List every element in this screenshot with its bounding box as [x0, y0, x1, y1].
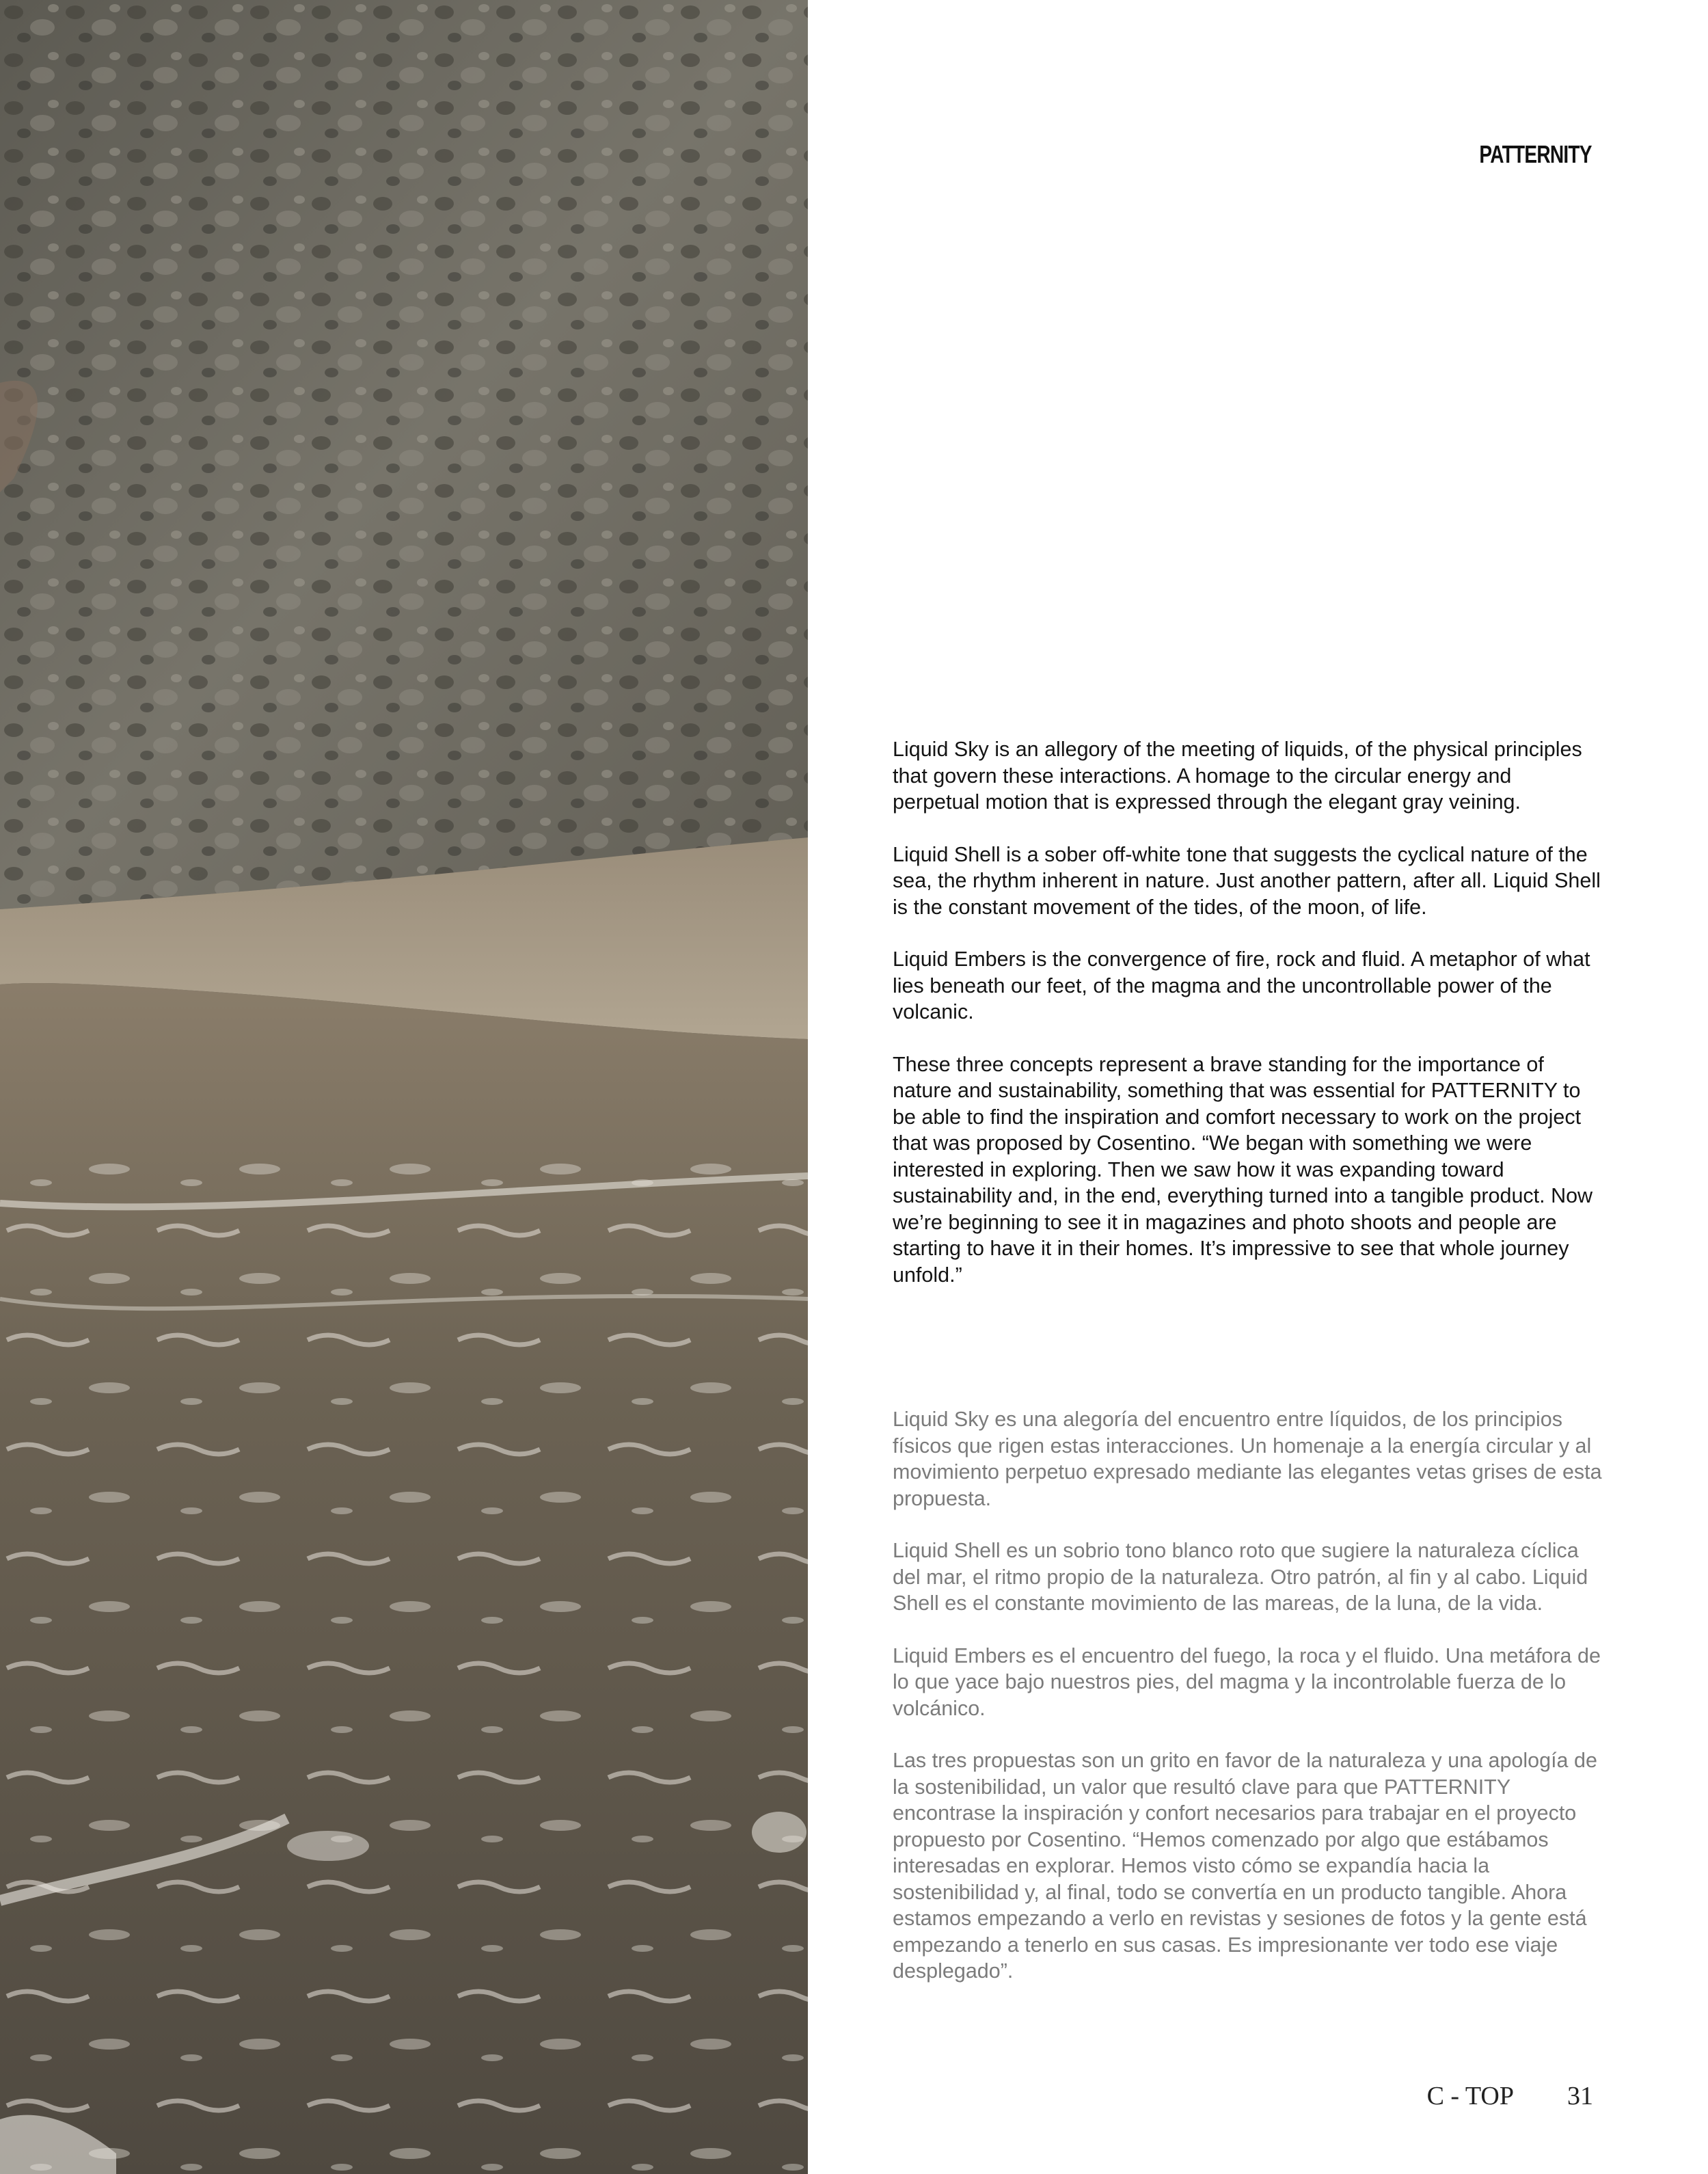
- page-footer: [1427, 2081, 1593, 2111]
- spanish-paragraph: Liquid Embers es el encuentro del fuego, la roca y el fluido. Una metáfora de lo que yace bajo nuestros pies, del magma y la incontrolable fuerza de lo volcánico.: [893, 1643, 1601, 1720]
- english-paragraph: Liquid Sky is an allegory of the meeting of liquids, of the physical principles that govern these interactions. A homage to the circular energy and perpetual motion that is expressed through the elegant gray veining.: [893, 738, 1582, 814]
- section-label: PATTERNITY: [1479, 140, 1592, 168]
- magazine-name: C - TOP: [1426, 2082, 1514, 2110]
- english-paragraph: Liquid Shell is a sober off-white tone that suggests the cyclical nature of the sea, the rhythm inherent in nature. Just another pattern, after all. Liquid Shell is the constant movement of the tides, of the moon, of life.: [893, 842, 1601, 919]
- english-paragraph: Liquid Embers is the convergence of fire, rock and fluid. A metaphor of what lies beneath our feet, of the magma and the uncontrollable power of the volcanic.: [893, 948, 1590, 1023]
- page-number: 31: [1567, 2082, 1593, 2110]
- spanish-text-column: [893, 1406, 1603, 2011]
- spanish-paragraph: Las tres propuestas son un grito en favor de la naturaleza y una apología de la sostenibilidad, un valor que resultó clave para que PATTERNITY encontrase la inspiración y confort necesarios para trabajar en el proyecto propuesto por Cosentino. “Hemos comenzado por algo que estábamos interesadas en explorar. Hemos visto cómo se expandía hacia la sostenibilidad y, al final, todo se convertía en un producto tangible. Ahora estamos empezando a verlo en revistas y sesiones de fotos y la gente está empezando a tenerlo en sus casas. Es impresionante ver todo ese viaje desplegado”.: [893, 1749, 1597, 1983]
- english-paragraph: These three concepts represent a brave standing for the importance of nature and sustainability, something that was essential for PATTERNITY to be able to find the inspiration and comfort necessary to work on the project that was proposed by Cosentino. “We began with something we were interested in exploring. Then we saw how it was expanding toward sustainability and, in the end, everything turned into a tangible product. Now we’re beginning to see it in magazines and photo shoots and people are starting to have it in their homes. It’s impressive to see that whole journey unfold.”: [893, 1052, 1593, 1287]
- english-text-column: [893, 736, 1603, 1314]
- spanish-paragraph: Liquid Shell es un sobrio tono blanco roto que sugiere la naturaleza cíclica del mar, el ritmo propio de la naturaleza. Otro patrón, al fin y al cabo. Liquid Shell es el constante movimiento de las mareas, de la luna, de la vida.: [893, 1539, 1588, 1615]
- spanish-paragraph: Liquid Sky es una alegoría del encuentro entre líquidos, de los principios físicos que rigen estas interacciones. Un homenaje a la energía circular y al movimiento perpetuo expresado mediante las elegantes vetas grises de esta propuesta.: [893, 1408, 1602, 1510]
- beach-rock-photo: [0, 0, 808, 2174]
